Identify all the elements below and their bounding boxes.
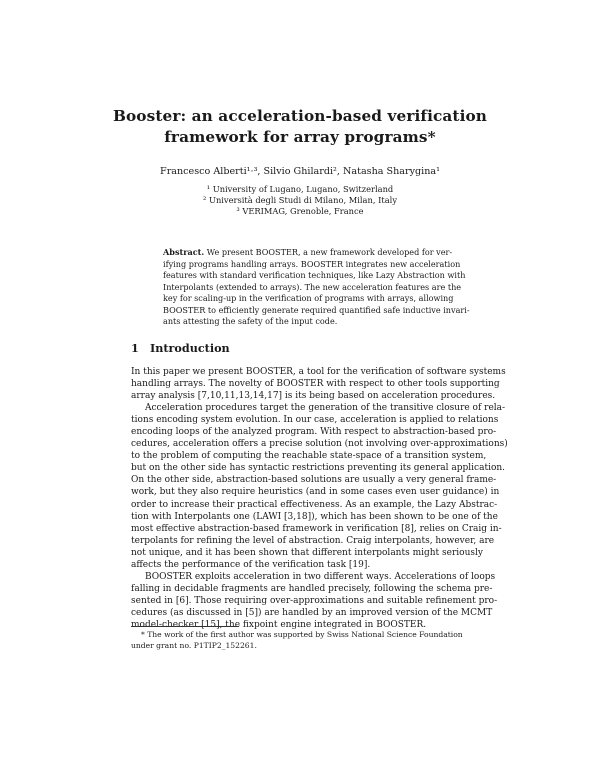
abstract <box>163 247 470 328</box>
footnote <box>131 630 468 651</box>
body-line: On the other side, abstraction-based solutions are usually a very general frame- <box>131 475 497 486</box>
abstract-line: ants attesting the safety of the input code. <box>163 316 338 326</box>
section-heading <box>131 341 230 355</box>
body-line: falling in decidable fragments are handled precisely, following the schema pre- <box>131 583 493 594</box>
body-line: cedures, acceleration offers a precise solution (not involving over-approximations) <box>131 439 508 450</box>
abstract-line: features with standard verification techniques, like Lazy Abstraction with <box>163 270 466 280</box>
affiliation-3: ³ VERIMAG, Grenoble, France <box>236 206 364 217</box>
body-text <box>131 366 508 631</box>
abstract-line: BOOSTER to efficiently generate required quantified safe inductive invari- <box>163 304 470 315</box>
footnote-rule <box>131 626 239 627</box>
body-line: affects the performance of the verification task [19]. <box>131 559 371 570</box>
body-line: encoding loops of the analyzed program. With respect to abstraction-based pro- <box>131 427 497 438</box>
body-line: to the problem of computing the reachable state-space of a transition system, <box>131 451 487 462</box>
body-line: In this paper we present BOOSTER, a tool for the verification of software systems <box>131 367 506 377</box>
body-line: handling arrays. The novelty of BOOSTER with respect to other tools supporting <box>131 379 500 390</box>
body-line: model-checker [15], the fixpoint engine integrated in BOOSTER. <box>131 619 427 630</box>
body-line: tions encoding system evolution. In our case, acceleration is applied to relations <box>131 415 499 426</box>
body-line: BOOSTER exploits acceleration in two different ways. Accelerations of loops <box>145 571 496 582</box>
body-line: not unique, and it has been shown that different interpolants might seriously <box>131 547 483 558</box>
footnote-line-1: * The work of the first author was supported by Swiss National Science Foundation <box>141 630 463 639</box>
body-line: order to increase their practical effectiveness. As an example, the Lazy Abstrac- <box>131 499 498 510</box>
body-line: array analysis [7,10,11,13,14,17] is its being based on acceleration procedures. <box>131 391 496 402</box>
affiliation-list <box>90 184 510 218</box>
title-line-1: Booster: an acceleration-based verification <box>112 107 488 125</box>
body-line: but on the other side has syntactic restrictions preventing its general application. <box>131 463 506 474</box>
abstract-line <box>163 247 453 259</box>
body-line: work, but they also require heuristics (and in some cases even user guidance) in <box>131 487 500 498</box>
body-line: most effective abstraction-based framework in verification [8], relies on Craig in- <box>131 523 502 534</box>
affiliation-2: ² Università degli Studi di Milano, Milan, Italy <box>202 195 398 206</box>
section-number: 1 <box>131 341 139 355</box>
paper-title <box>90 106 510 148</box>
abstract-keyword: Abstract. <box>163 247 205 257</box>
abstract-line: ifying programs handling arrays. BOOSTER integrates new acceleration <box>163 258 461 269</box>
footnote-line-2: under grant no. P1TIP2_152261. <box>131 640 257 650</box>
body-line: terpolants for refining the level of abstraction. Craig interpolants, however, are <box>131 535 495 546</box>
body-line: cedures (as discussed in [5]) are handled by an improved version of the MCMT <box>131 607 493 618</box>
body-line: Acceleration procedures target the generation of the transitive closure of rela- <box>145 403 506 414</box>
section-title: Introduction <box>150 341 230 355</box>
abstract-line-text: We present BOOSTER, a new framework developed for ver- <box>204 247 453 257</box>
abstract-line: key for scaling-up in the verification of programs with arrays, allowing <box>163 293 454 303</box>
body-line: sented in [6]. Those requiring over-approximations and suitable refinement pro- <box>131 595 498 606</box>
body-line: tion with Interpolants one (LAWI [3,18]), which has been shown to be one of the <box>131 511 498 522</box>
title-line-2: framework for array programs* <box>164 128 436 146</box>
abstract-line: Interpolants (extended to arrays). The new acceleration features are the <box>163 281 462 292</box>
affiliation-1: ¹ University of Lugano, Lugano, Switzerland <box>206 184 394 194</box>
author-list: Francesco Alberti¹·³, Silvio Ghilardi², Natasha Sharygina¹ <box>160 166 440 177</box>
